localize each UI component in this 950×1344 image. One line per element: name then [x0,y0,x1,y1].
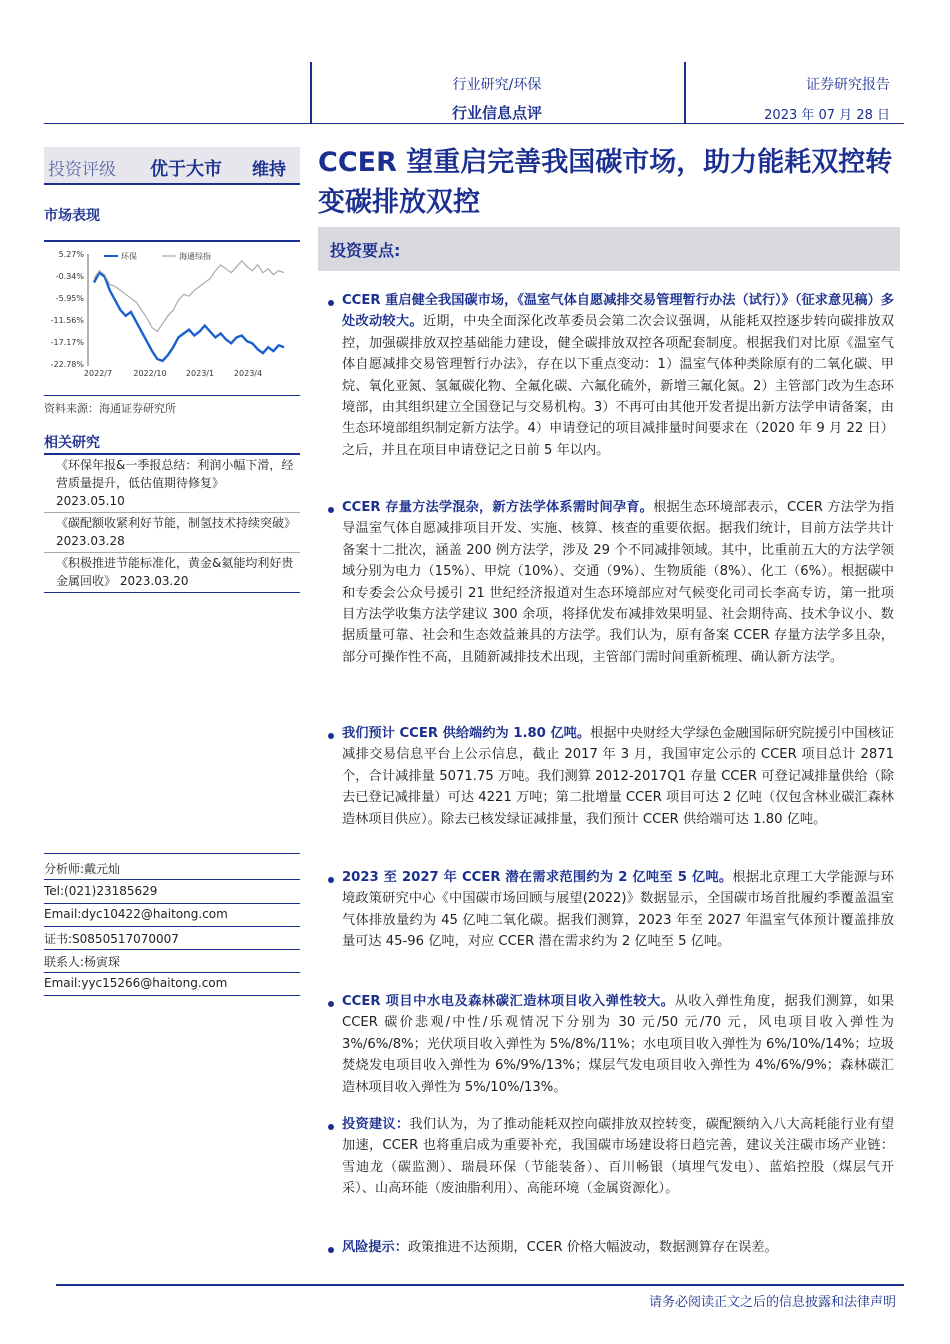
bullet-dot [328,1001,334,1007]
rating-bar [44,147,300,185]
legend-label: 环保 [121,252,137,261]
related-list [44,453,300,593]
analyst-tel: Tel:(021)23185629 [44,884,158,898]
rating-label: 投资评级 [48,160,116,180]
y-tick-label: -11.56% [50,316,84,325]
header-rule [44,123,904,124]
contact-rule [44,972,300,973]
related-item-text: 《积极推进节能标准化，黄金&氦能均利好贵金属回收》 [56,556,294,588]
market-heading: 市场表现 [44,208,100,224]
bullet-3 [342,723,894,830]
bullet-body: 根据中央财经大学绿色金融国际研究院援引中国核证减排交易信息平台上公示信息，截止 2017 年 3 月，我国审定公示的 CCER 项目总计 2871 个，合计减排量 5071.75 万吨。我们测算 2012-2017Q1 存量 CCER 可登记减排量供给（除去已登记减排量）可达 4221 万吨；第二批增量 CCER 项目可达 2 亿吨（仅包含林业碳汇森林造林项目供应）。除去已核发绿证减排量，我们预计 CCER 供给端可达 1.80 亿吨。 [342,726,895,827]
analyst-cert: 证书:S0850517070007 [44,932,179,946]
bullet-body: 根据生态环境部表示，CCER 方法学为指导温室气体自愿减排项目开发、实施、核算、核查的重要依据。据我们统计，目前方法学共计备案十二批次，涵盖 200 例方法学，涉及 29 个不同减排领域。其中，比重前五大的方法学领域分别为电力（15%）、甲烷（10%）、交通（9%）、生物质能（8%）、化工（6%）。根据碳中和专委会公众号援引 21 世纪经济报道对生态环境部应对气候变化司司长李高专访，第一批项目方法学收集方法学建议 300 余项，将择优发布减排效果明显、社会期待高、技术争议小、数据质量可靠、社会和生态效益兼具的方法学。我们认为，原有备案 CCER 存量方法学多且杂，部分可操作性不高，且随新减排技术出现，主管部门需时间重新梳理、确认新方法学。 [342,500,895,665]
bullet-head: 我们预计 CCER 供给端约为 1.80 亿吨。 [342,726,591,741]
related-item-date: 2023.03.20 [119,574,189,588]
contact-email[interactable]: Email:yyc15266@haitong.com [44,976,228,990]
related-item-text: 《碳配额收紧利好节能，制氢技术持续突破》 [56,516,297,530]
y-tick-label: -17.17% [50,338,84,347]
footer-disclaimer[interactable]: 请务必阅读正文之后的信息披露和法律声明 [648,1295,896,1310]
contact-rule [44,926,300,927]
analyst-name: 分析师:戴元灿 [44,862,121,876]
contact-rule [44,903,300,904]
bullet-dot [328,1124,334,1130]
page-title: CCER 望重启完善我国碳市场，助力能耗双控转变碳排放双控 [318,147,893,218]
bullet-body: 从收入弹性角度，据我们测算，如果 CCER 碳价悲观/中性/乐观情况下分别为 30 元/50 元/70 元，风电项目收入弹性为 3%/6%/8%；光伏项目收入弹性为 5%/8%/11%；水电项目收入弹性为 6%/10%/14%；垃圾焚烧发电项目收入弹性为 6%/9%/13%；煤层气发电项目收入弹性为 4%/6%/9%；森林碳汇造林项目收入弹性为 5%/10%/13%。 [342,994,895,1095]
bullet-head: CCER 重启健全我国碳市场，《温室气体自愿减排交易管理暂行办法（试行）》（征求意见稿）多处改动较大。 [342,293,894,330]
bullet-dot [328,877,334,883]
bullet-dot [328,733,334,739]
bullet-body: 近期，中央全面深化改革委员会第二次会议强调，从能耗双控逐步转向碳排放双控，加强碳排放双控基础能力建设，健全碳排放双控各项配套制度。根据我们对比原《温室气体自愿减排交易管理暂行办法》，存在以下重点变动：1）温室气体种类除原有的二氧化碳、甲烷、氧化亚氮、氢氟碳化物、全氟化碳、六氟化硫外，新增三氟化氮。2）主管部门改为生态环境部，由其组织建立全国登记与交易机构。3）不再可由其他开发者提出新方法学申请备案，由生态环境部组织制定新方法学。4）申请登记的项目减排量时间要求在（2020 年 9 月 22 日）之后，并且在项目申请登记之日前 5 年以内。 [342,314,895,458]
contact-rule [44,879,300,880]
bullet-body: 我们认为，为了推动能耗双控向碳排放双控转变，碳配额纳入八大高耗能行业有望加速，CCER 也将重启成为重要补充，我国碳市场建设将日趋完善，建议关注碳市场产业链：雪迪龙（碳监测）、瑞晨环保（节能装备）、百川畅银（填埋气发电）、蓝焰控股（煤层气开采）、山高环能（废油脂利用）、高能环境（金属资源化）。 [342,1117,895,1197]
bullet-dot [328,507,334,513]
bullet-head: 投资建议： [342,1117,410,1132]
header-category: 行业研究/环保 [452,77,542,93]
related-item[interactable] [44,513,300,553]
related-heading: 相关研究 [44,435,100,451]
bullet-body: 政策推进不达预期，CCER 价格大幅波动，数据测算存在误差。 [407,1240,778,1255]
y-tick-label: -22.78% [50,360,84,369]
y-tick-label: 5.27% [58,250,84,259]
x-tick-label: 2022/7 [83,369,113,378]
analyst-email[interactable]: Email:dyc10422@haitong.com [44,907,228,921]
x-tick-label: 2023/4 [233,369,263,378]
y-tick-label: -5.95% [55,294,84,303]
bullet-head: CCER 存量方法学混杂，新方法学体系需时间孕育。 [342,500,654,515]
contact-rule [44,853,300,854]
bullet-5 [342,991,894,1098]
market-chart-box [44,240,300,382]
related-item[interactable] [44,455,300,513]
bullet-6 [342,1114,894,1200]
related-item-date: 2023.05.10 [56,494,125,508]
series-line-0 [94,273,284,361]
header-date: 2023 年 07 月 28 日 [764,108,890,123]
rating-value: 优于大市 [150,159,222,180]
header-brand: 证券研究报告 [806,77,890,93]
key-points-bar [318,227,900,271]
x-tick-label: 2022/10 [133,369,167,378]
bullet-dot [328,1247,334,1253]
bullet-1 [342,290,894,461]
related-item-date: 2023.03.28 [56,534,125,548]
chart-source: 资料来源：海通证券研究所 [44,395,300,416]
bullet-7 [342,1237,894,1258]
bullet-4 [342,867,894,953]
related-item[interactable] [44,553,300,592]
legend-label: 海通综指 [179,252,211,261]
footer-rule [56,1284,904,1286]
contact-rule [44,949,300,950]
market-chart [44,242,300,382]
bullet-head: 2023 至 2027 年 CCER 潜在需求范围约为 2 亿吨至 5 亿吨。 [342,870,733,885]
bullet-head: 风险提示： [342,1240,408,1255]
y-tick-label: -0.34% [55,272,84,281]
contact-name: 联系人:杨寅琛 [44,955,121,969]
rating-status: 维持 [252,160,286,180]
related-item-text: 《环保年报&一季报总结：利润小幅下滑，经营质量提升，低估值期待修复》 [56,458,294,490]
x-tick-label: 2023/1 [185,369,215,378]
contact-rule [44,995,300,996]
bullet-head: CCER 项目中水电及森林碳汇造林项目收入弹性较大。 [342,994,675,1009]
series-line-1 [94,261,284,332]
bullet-body: 根据北京理工大学能源与环境政策研究中心《中国碳市场回顾与展望(2022)》数据显示，全国碳市场首批履约季覆盖温室气体排放量约为 45 亿吨二氧化碳。据我们测算，2023 年至 2027 年温室气体预计覆盖排放量可达 45-96 亿吨，对应 CCER 潜在需求约为 2 亿吨至 5 亿吨。 [342,870,894,950]
key-points-label: 投资要点: [330,241,401,260]
header-report-type: 行业信息点评 [451,104,542,122]
bullet-dot [328,300,334,306]
bullet-2 [342,497,894,668]
